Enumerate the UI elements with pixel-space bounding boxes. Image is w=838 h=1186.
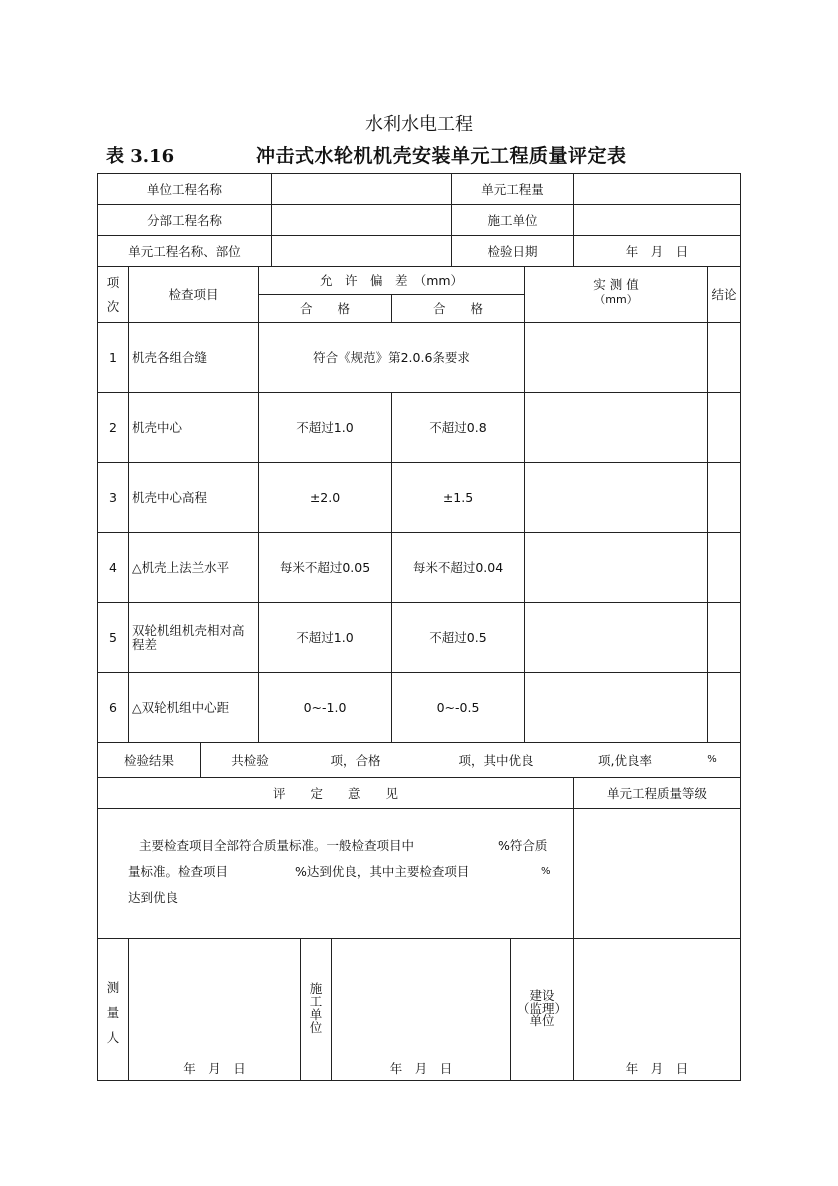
item-excellent-tolerance: 0~-0.5 (436, 700, 480, 715)
item-excellent-tolerance: ±1.5 (442, 490, 474, 505)
item-name: △双轮机组中心距 (132, 700, 230, 715)
item-excellent-tolerance: 不超过0.5 (429, 630, 487, 645)
item-name: 机壳各组合缝 (132, 350, 208, 365)
item-excellent-tolerance: 每米不超过0.04 (412, 560, 504, 575)
item-number: 2 (109, 420, 117, 435)
assessment-opinion-header: 评 定 意 见 (272, 785, 398, 801)
table-number: 表 3.16 (106, 146, 175, 167)
item-name: △机壳上法兰水平 (132, 560, 230, 575)
opinion-line: %达到优良，其中主要检查项目 (295, 864, 470, 879)
element-name-location-label: 单元工程名称、部位 (128, 243, 241, 259)
quality-grade-header: 单元工程质量等级 (606, 785, 707, 801)
contractor-field[interactable] (574, 205, 740, 235)
quality-grade-field[interactable] (574, 809, 740, 938)
surveyor-date: 年 月 日 (183, 1060, 246, 1076)
col-measured-header: 实 测 值 (593, 276, 639, 292)
col-tolerance-header: 允 许 偏 差 （mm） (319, 273, 464, 288)
surveyor-label: 测 量 人 (106, 980, 120, 1045)
item-qualified-tolerance: ±2.0 (309, 490, 341, 505)
contractor-signature-label: 施 工 单 位 (309, 981, 323, 1036)
unit-quantity-field[interactable] (574, 174, 740, 204)
item-qualified-tolerance: 不超过1.0 (296, 420, 354, 435)
col-excellent-header: 合 格 (432, 301, 483, 316)
item-name: 机壳中心高程 (132, 490, 208, 505)
item-excellent-tolerance: 不超过0.8 (429, 420, 487, 435)
opinion-line: 量标准。检查项目 (128, 864, 229, 879)
inspection-date-field[interactable]: 年 月 日 (625, 243, 689, 259)
contractor-date: 年 月 日 (389, 1060, 453, 1076)
result-total-text: 共检验 (231, 752, 269, 768)
document-subtitle: 水利水电工程 (365, 114, 473, 135)
col-qualified-header: 合 格 (299, 301, 350, 316)
col-measured-unit: （mm） (594, 293, 638, 307)
item-number: 3 (109, 490, 117, 505)
result-rate-text: 项,优良率 (598, 752, 652, 768)
item-requirement: 符合《规范》第2.0.6条要求 (313, 350, 470, 365)
contractor-label: 施工单位 (487, 212, 538, 228)
item-number: 5 (109, 630, 117, 645)
col-item-header: 检查项目 (168, 287, 219, 302)
opinion-line: 主要检查项目全部符合质量标准。一般检查项目中 (139, 838, 415, 853)
supervisor-signature-label: 建设 （监理） 单位 (516, 988, 567, 1028)
item-number: 4 (109, 560, 117, 575)
inspection-date-label: 检验日期 (487, 243, 538, 259)
item-qualified-tolerance: 0~-1.0 (303, 700, 347, 715)
result-excellent-text: 项，其中优良 (458, 752, 534, 768)
result-qualified-text: 项，合格 (330, 752, 381, 768)
element-name-location-field[interactable] (272, 236, 451, 266)
opinion-line: %符合质 (498, 838, 548, 853)
col-index-header: 项 次 (106, 274, 120, 314)
opinion-line: % (541, 866, 551, 877)
division-project-name-field[interactable] (272, 205, 451, 235)
item-qualified-tolerance: 不超过1.0 (296, 630, 354, 645)
result-percent-sign: % (707, 754, 717, 765)
unit-project-name-field[interactable] (272, 174, 451, 204)
inspection-result-label: 检验结果 (123, 752, 174, 768)
supervisor-date: 年 月 日 (625, 1060, 689, 1076)
col-conclusion-header: 结论 (711, 287, 737, 302)
item-number: 1 (109, 350, 117, 365)
unit-project-name-label: 单位工程名称 (146, 181, 222, 197)
item-qualified-tolerance: 每米不超过0.05 (279, 560, 371, 575)
item-number: 6 (109, 700, 117, 715)
item-name: 机壳中心 (132, 420, 183, 435)
opinion-line: 达到优良 (128, 890, 179, 905)
document-title: 冲击式水轮机机壳安装单元工程质量评定表 (256, 145, 627, 167)
division-project-name-label: 分部工程名称 (146, 212, 222, 228)
unit-quantity-label: 单元工程量 (481, 181, 544, 197)
item-name: 双轮机组机壳相对高程差 (132, 623, 245, 652)
